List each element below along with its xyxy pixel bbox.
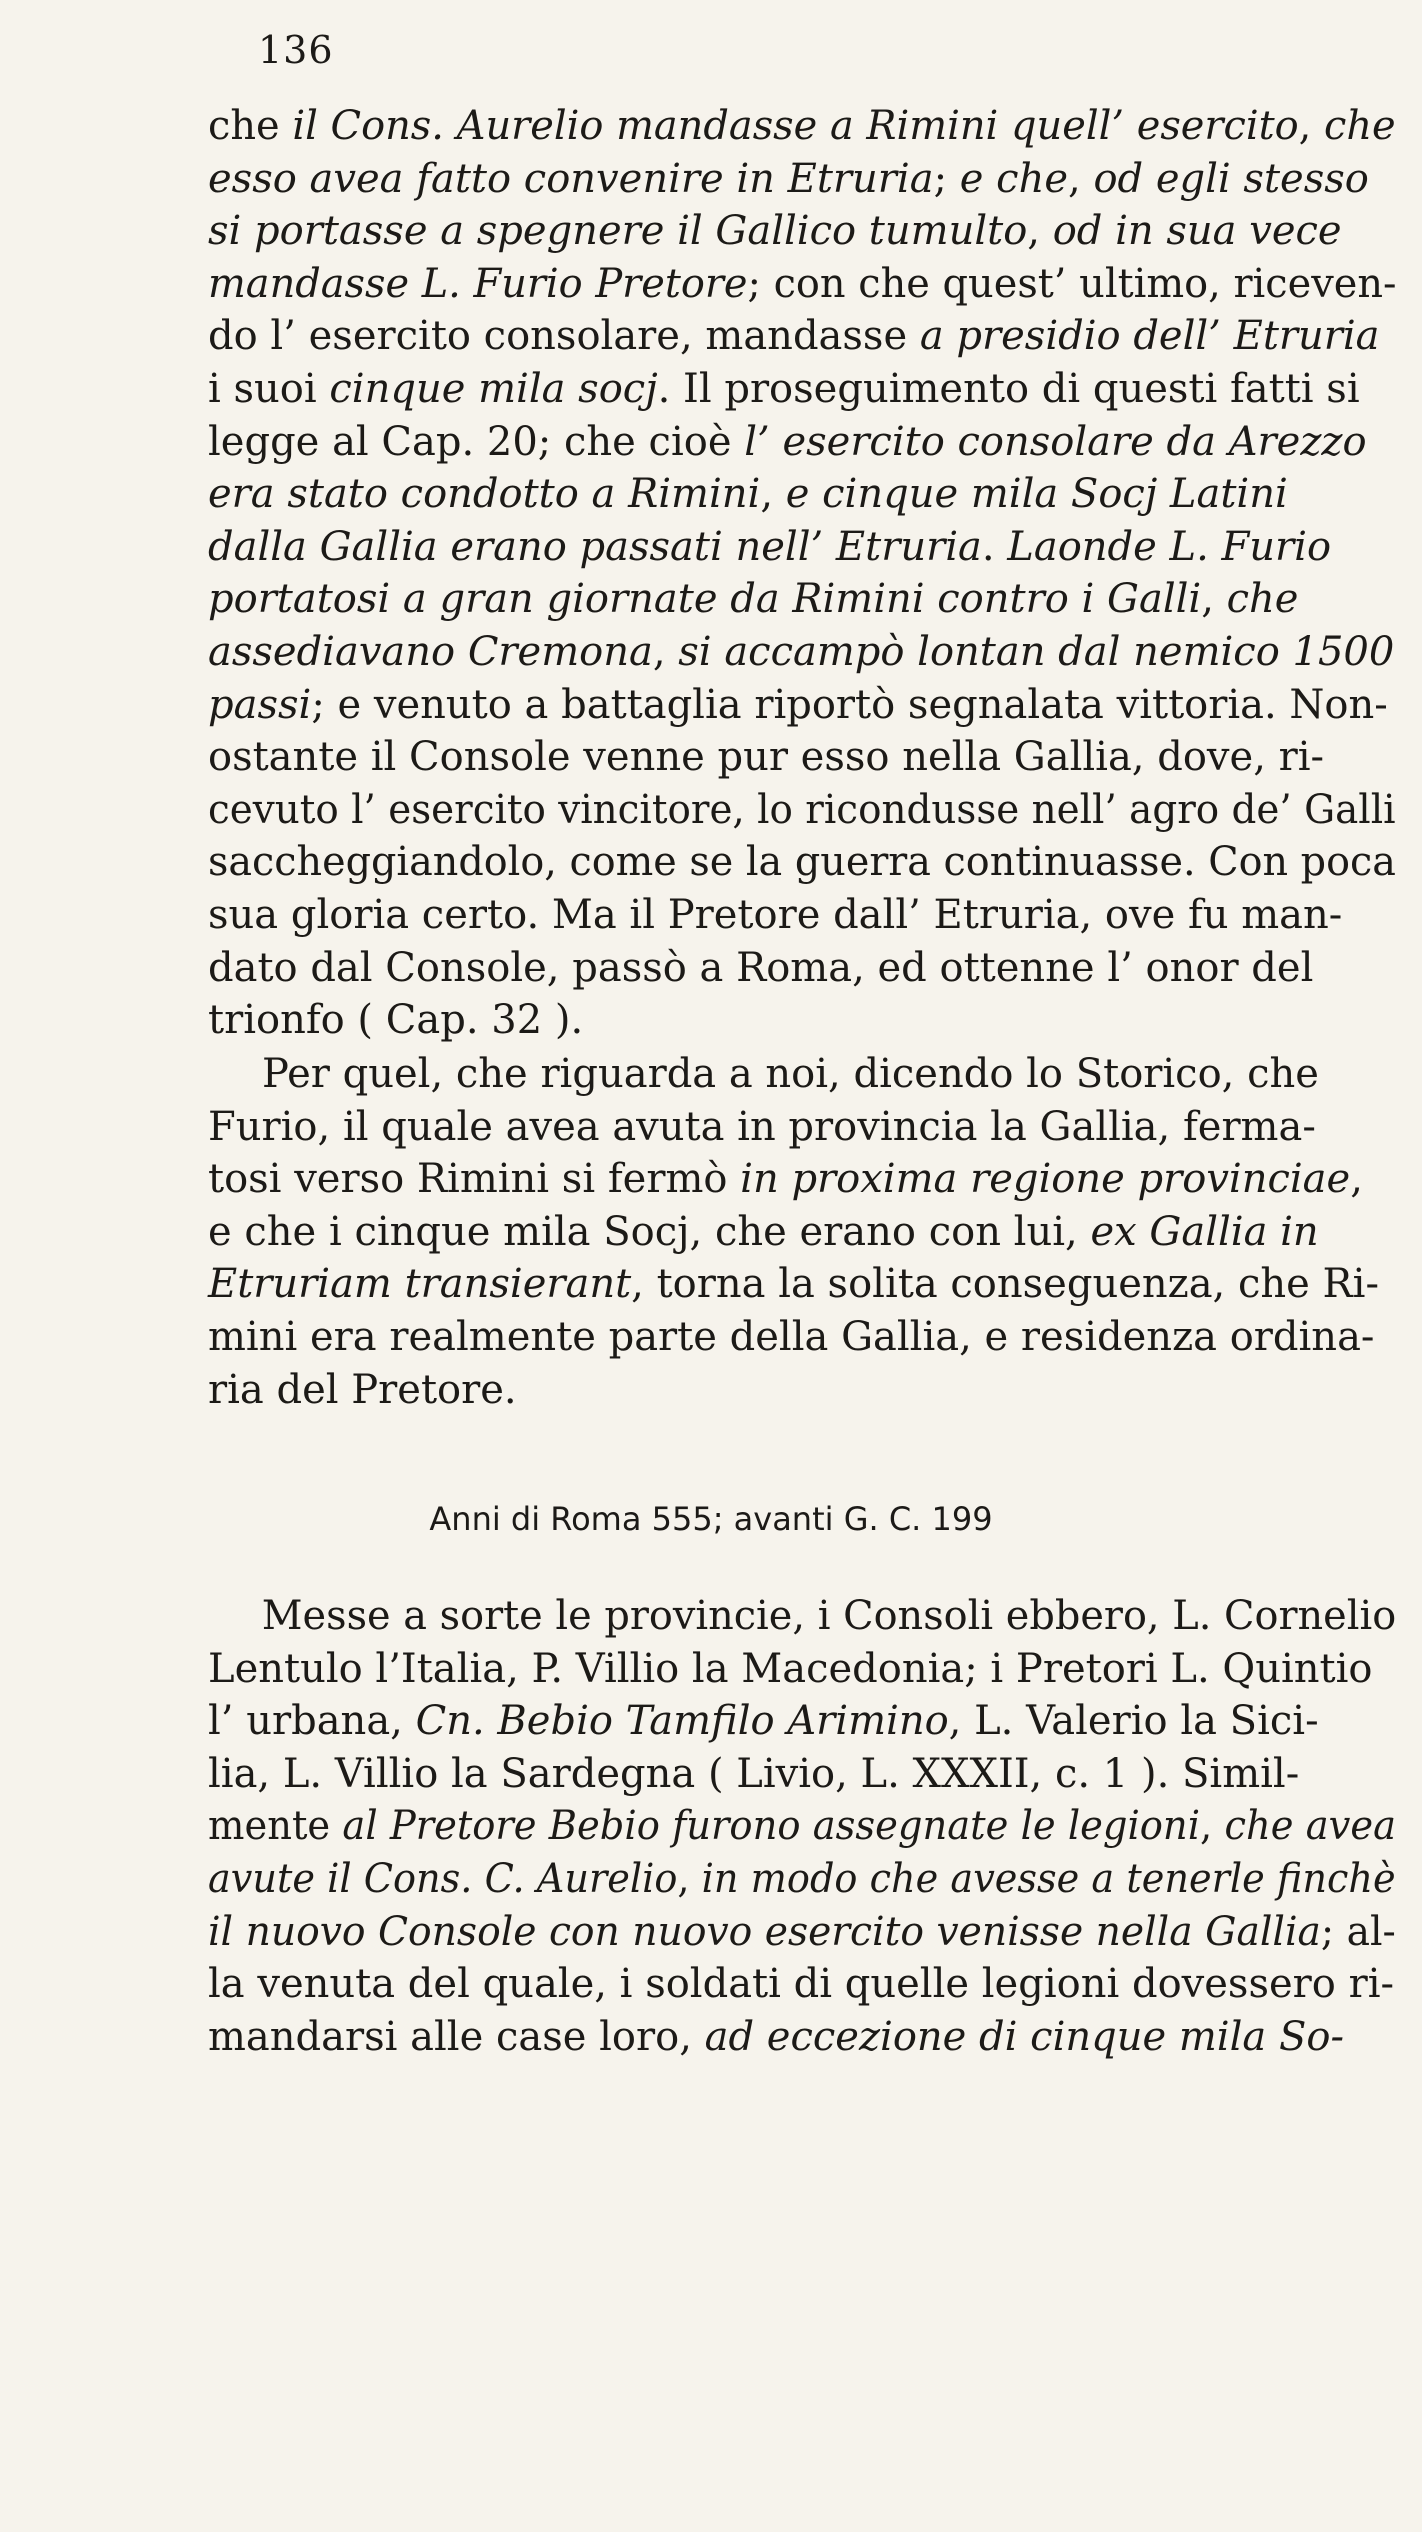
text-line [208, 1695, 1396, 1748]
italic-span: ex Gallia in [1090, 1208, 1319, 1255]
text-line [208, 1590, 1397, 1643]
text-span: do l’ esercito consolare, mandasse [208, 313, 920, 360]
text-span: sua gloria certo. Ma il Pretore dall’ Etruria, ove fu man- [208, 891, 1343, 938]
text-span: , [1201, 576, 1227, 623]
text-span: , [760, 471, 786, 518]
italic-span: che avea [1224, 1803, 1397, 1850]
text-span: , torna la solita conseguenza, che Ri- [631, 1261, 1379, 1308]
text-span: saccheggiandolo, come se la guerra continuasse. Con poca [208, 839, 1396, 886]
text-line [208, 1906, 1396, 1959]
italic-span: esso avea fatto convenire in Etruria [208, 155, 934, 202]
text-line [208, 1311, 1396, 1364]
text-line [208, 2011, 1396, 2064]
section-heading: Anni di Roma 555; avanti G. C. 199 [429, 1500, 993, 1538]
text-span: ; con che quest’ ultimo, riceven- [747, 260, 1397, 307]
italic-span: il Cons. Aurelio mandasse a Rimini quell’ esercito [292, 103, 1299, 149]
text-span: . [981, 523, 1008, 570]
text-line [208, 1048, 1396, 1101]
text-span: e che i cinque mila Socj, che erano con lui, [208, 1208, 1091, 1255]
italic-span: Cn. Bebio Tamfilo Arimino [415, 1698, 949, 1745]
text-span: ; [933, 155, 960, 202]
italic-span: od egli stesso [1093, 155, 1369, 202]
text-span: mente [208, 1803, 343, 1850]
paragraph-2 [208, 1048, 1396, 1416]
italic-span: in proxima regione provinciae [740, 1156, 1351, 1203]
italic-span: si accampò lontan dal nemico 1500 [678, 628, 1395, 675]
italic-span: che [1226, 576, 1299, 623]
text-span: l’ urbana, [208, 1698, 416, 1745]
text-span: mandarsi alle case loro, [208, 2013, 705, 2060]
text-span: lia, L. Villio la Sardegna ( Livio, L. XXXII, c. 1 ). Simil- [208, 1750, 1300, 1797]
text-line [208, 153, 1396, 206]
text-span: , [652, 628, 679, 675]
text-span: i suoi [208, 365, 330, 412]
text-line [208, 942, 1396, 995]
text-span: ria del Pretore. [208, 1366, 517, 1413]
text-span: che [208, 103, 293, 149]
text-line [208, 468, 1396, 521]
text-span: la venuta del quale, i soldati di quelle legioni dovessero ri- [208, 1961, 1394, 2008]
text-span: ; al- [1320, 1908, 1396, 1955]
text-span: , [1068, 155, 1094, 202]
text-line [208, 1958, 1396, 2011]
text-line [208, 573, 1396, 626]
text-span: dato dal Console, passò a Roma, ed ottenne l’ onor del [208, 944, 1314, 991]
paragraph-3 [208, 1590, 1396, 2063]
italic-span: od in sua vece [1052, 208, 1342, 255]
text-line [208, 258, 1397, 311]
text-span: , [677, 1855, 702, 1902]
text-span: tosi verso Rimini si fermò [208, 1156, 741, 1203]
italic-span: passi [208, 681, 312, 728]
text-line [208, 994, 1396, 1047]
text-line [208, 1748, 1396, 1801]
text-span: , [1350, 1156, 1363, 1203]
text-line [208, 1206, 1396, 1259]
text-span: Messe a sorte le provincie, i Consoli ebbero, L. Cornelio [261, 1593, 1397, 1639]
text-span: Per quel, che riguarda a noi, dicendo lo Storico, che [262, 1051, 1319, 1097]
text-span: mini era realmente parte della Gallia, e residenza ordina- [208, 1313, 1375, 1360]
text-line [208, 784, 1396, 837]
text-span: , L. Valerio la Sici- [948, 1698, 1319, 1745]
text-line [208, 1853, 1396, 1906]
italic-span: assediavano Cremona [208, 628, 653, 675]
italic-span: e cinque mila Socj Latini [785, 471, 1288, 518]
text-line [208, 679, 1396, 732]
text-span: , [1298, 103, 1325, 149]
text-span: , [1199, 1803, 1225, 1850]
text-line [208, 1101, 1396, 1154]
italic-span: il nuovo Console con nuovo esercito venisse nella Gallia [208, 1908, 1321, 1955]
italic-span: mandasse L. Furio Pretore [208, 260, 748, 307]
italic-span: in modo che avesse a tenerle finchè [701, 1855, 1396, 1902]
text-span: legge al Cap. 20; che cioè [208, 418, 745, 465]
text-line [208, 1258, 1396, 1311]
text-line [208, 100, 1396, 153]
italic-span: e che [959, 155, 1069, 202]
text-line [208, 889, 1396, 942]
page-number: 136 [258, 28, 334, 72]
text-span: ; e venuto a battaglia riportò segnalata vittoria. Non- [311, 681, 1388, 728]
italic-span: ad eccezione di cinque mila So- [704, 2013, 1344, 2060]
text-span: Lentulo l’Italia, P. Villio la Macedonia; i Pretori L. Quintio [208, 1645, 1373, 1692]
text-line [208, 626, 1396, 679]
text-span: ostante il Console venne pur esso nella Gallia, dove, ri- [208, 734, 1325, 781]
italic-span: Etruriam transierant [208, 1261, 632, 1308]
italic-span: che [1324, 103, 1396, 149]
italic-span: a presidio dell’ Etruria [919, 313, 1380, 360]
text-span: . Il proseguimento di questi fatti si [657, 365, 1360, 412]
italic-span: dalla Gallia erano passati nell’ Etruria [208, 523, 982, 570]
italic-span: al Pretore Bebio furono assegnate le legioni [342, 1803, 1200, 1850]
text-span: cevuto l’ esercito vincitore, lo ricondusse nell’ agro de’ Galli [208, 786, 1396, 833]
italic-span: portatosi a gran giornate da Rimini contro i Galli [208, 576, 1202, 623]
text-line [208, 731, 1396, 784]
italic-span: cinque mila socj [329, 365, 658, 412]
text-line [208, 1153, 1396, 1206]
text-line [208, 363, 1396, 416]
italic-span: l’ esercito consolare da Arezzo [744, 418, 1367, 465]
paragraph-1 [208, 100, 1396, 1047]
text-line [208, 1364, 1396, 1417]
italic-span: era stato condotto a Rimini [208, 471, 761, 518]
text-line [208, 205, 1396, 258]
text-span: Furio, il quale avea avuta in provincia la Gallia, ferma- [208, 1103, 1316, 1150]
text-span: trionfo ( Cap. 32 ). [208, 997, 584, 1044]
text-line [208, 310, 1396, 363]
text-line [208, 1800, 1397, 1853]
text-line [208, 1643, 1396, 1696]
text-line [208, 416, 1396, 469]
italic-span: avute il Cons. C. Aurelio [208, 1855, 678, 1902]
italic-span: Laonde L. Furio [1007, 523, 1332, 570]
text-line [208, 521, 1396, 574]
italic-span: si portasse a spegnere il Gallico tumulto [208, 208, 1028, 255]
text-span: , [1027, 208, 1053, 255]
text-line [208, 836, 1396, 889]
